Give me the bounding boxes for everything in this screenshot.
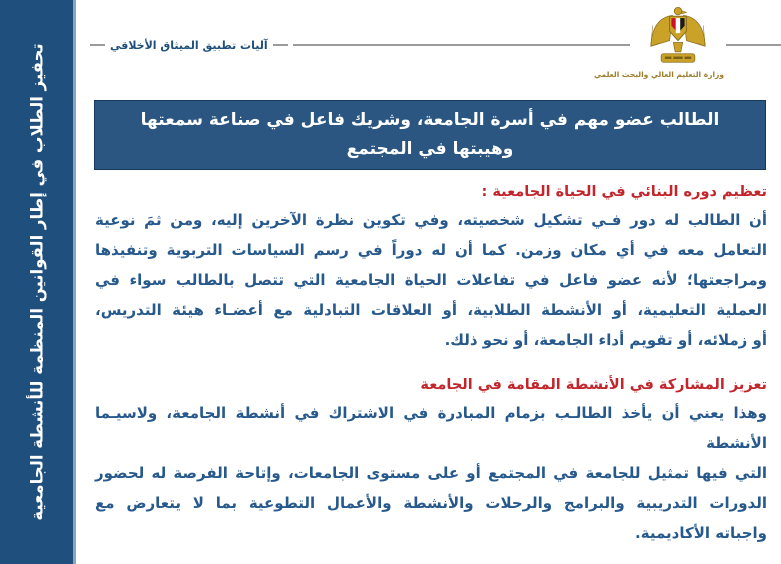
- sidebar-band: [0, 0, 76, 564]
- slide-title-box: [94, 100, 766, 170]
- slide-title-line1: الطالب عضو مهم في أسرة الجامعة، وشريك فاعل في صناعة سمعتها: [140, 110, 720, 130]
- section-1-heading: تعظيم دوره البنائي في الحياة الجامعية :: [481, 184, 767, 200]
- section-spacer: [95, 355, 767, 374]
- section-2-paragraph: [95, 398, 767, 548]
- paragraph-line: التي فيها تمثيل للجامعة في المجتمع أو على مستوى الجامعات، وإتاحة الفرصة له لحضور: [95, 464, 767, 482]
- paragraph-line: وهذا يعني أن يأخذ الطالـب بزمام المبادرة في الاشتراك في أنشطة الجامعة، ولاسيـما الأنشطة: [95, 404, 767, 452]
- paragraph-line: أن الطالب له دور فـي تشكيل شخصيته، وفي تكوين نظرة الآخرين إليه، ومن ثمَ نوعية: [95, 211, 767, 229]
- paragraph-line: العملية التعليمية، أو الأنشطة الطلابية، أو العلاقات التبادلية مع أعضـاء هيئة التدريس،: [95, 301, 767, 319]
- top-rule-label: آليات تطبيق الميثاق الأخلاقي: [110, 38, 268, 52]
- paragraph-line: التعامل معه في أي مكان وزمن. كما أن له دوراً في رسم السياسات التربوية وتنفيذها: [95, 241, 767, 259]
- egypt-eagle-icon: [641, 50, 715, 69]
- sidebar-vertical-title: تحفيز الطلاب في إطار القوانين المنظمة للأنشطة الجامعية: [27, 43, 46, 521]
- ministry-name-text: وزارة التعليم العالي والبحث العلمي: [593, 70, 724, 79]
- paragraph-line: ومراجعتها؛ لأنه عضو فاعل في تفاعلات الحياة الجامعية التي تتصل بالطالب سواء في: [95, 271, 767, 289]
- paragraph-line: واجباته الأكاديمية.: [635, 524, 767, 542]
- section-2-heading: تعزيز المشاركة في الأنشطة المقامة في الجامعة: [420, 377, 767, 393]
- paragraph-line: الدورات التدريبية والبرامج والرحلات والأنشطة والأعمال التطوعية بما لا يتعارض مع: [95, 494, 767, 512]
- rule-dash-left: [90, 44, 105, 46]
- rule-dash-right: [273, 44, 288, 46]
- paragraph-line: أو زملائه، أو تقويم أداء الجامعة، أو نحو ذلك.: [444, 331, 767, 349]
- slide-body: [95, 181, 767, 548]
- ministry-emblem: [593, 3, 726, 80]
- slide-title-line2: وهيبتها في المجتمع: [346, 139, 514, 159]
- section-1-paragraph: [95, 205, 767, 355]
